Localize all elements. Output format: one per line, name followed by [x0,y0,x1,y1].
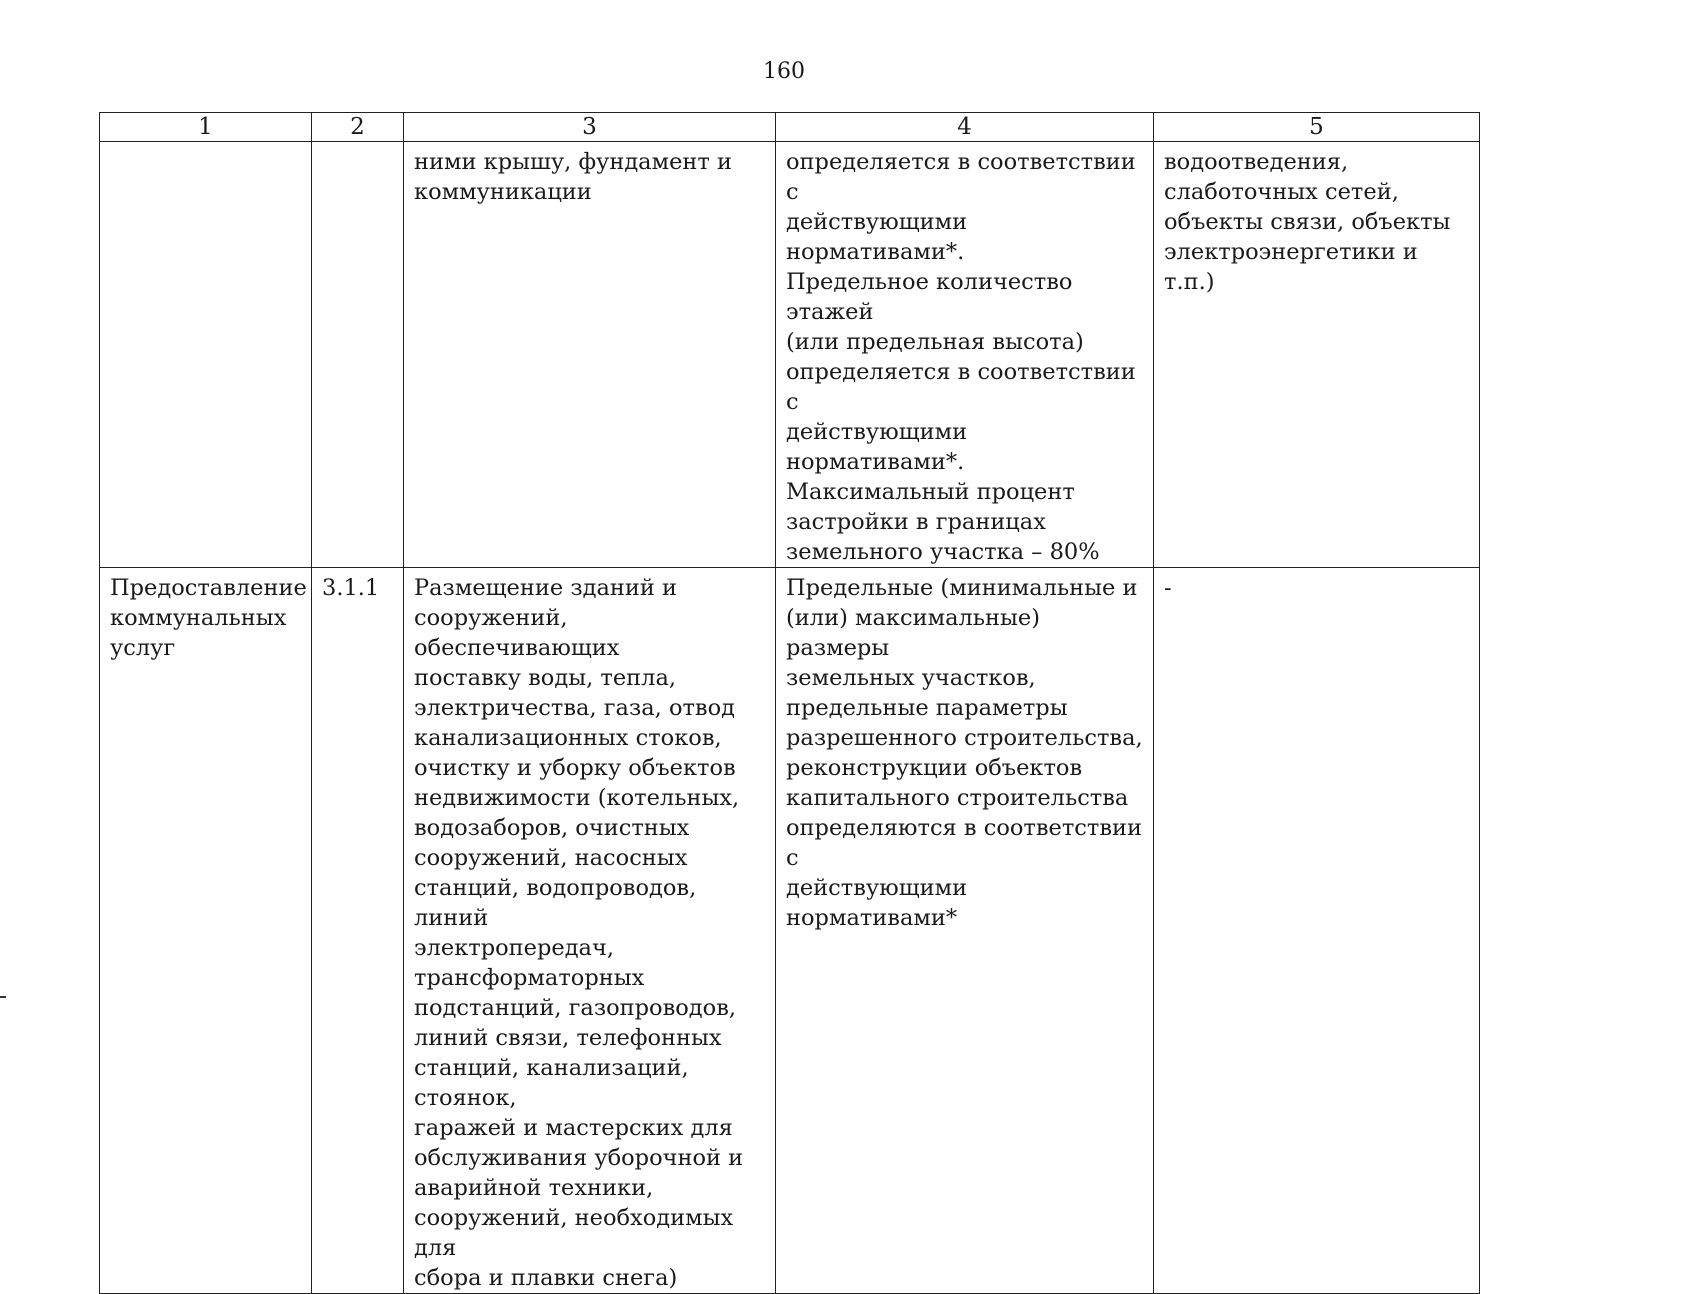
table-cell-code: 3.1.1 [312,568,404,1294]
column-header-4: 4 [776,113,1154,142]
table-row [100,142,1480,568]
page-number: 160 [763,59,805,84]
table-cell-parameters: определяется в соответствии с действующими нормативами*. Предельное количество этажей (или предельная высота) определяется в соответствии с действующими нормативами*. Максимальный процент застройки в границах земельного участка – 80% [776,142,1154,568]
table-cell-notes: - [1154,568,1480,1294]
column-header-3: 3 [404,113,776,142]
table-cell-description: ними крышу, фундамент и коммуникации [404,142,776,568]
table-cell-notes: водоотведения, слаботочных сетей, объекты связи, объекты электроэнергетики и т.п.) [1154,142,1480,568]
column-header-2: 2 [312,113,404,142]
table-header-row [100,113,1480,142]
scan-edge-mark [0,996,6,998]
table-cell-type: Предоставление коммунальных услуг [100,568,312,1294]
table-cell-description: Размещение зданий и сооружений, обеспечивающих поставку воды, тепла, электричества, газа, отвод канализационных стоков, очистку и уборку объектов недвижимости (котельных, водозаборов, очистных сооружений, насосных станций, водопроводов, линий электропередач, трансформаторных подстанций, газопроводов, линий связи, телефонных станций, канализаций, стоянок, гаражей и мастерских для обслуживания уборочной и аварийной техники, сооружений, необходимых для сбора и плавки снега) [404,568,776,1294]
table-cell-type [100,142,312,568]
column-header-1: 1 [100,113,312,142]
regulations-table [99,112,1480,1294]
column-header-5: 5 [1154,113,1480,142]
table-cell-code [312,142,404,568]
table-cell-parameters: Предельные (минимальные и (или) максимальные) размеры земельных участков, предельные параметры разрешенного строительства, реконструкции объектов капитального строительства определяются в соответствии с действующими нормативами* [776,568,1154,1294]
table-row [100,568,1480,1294]
